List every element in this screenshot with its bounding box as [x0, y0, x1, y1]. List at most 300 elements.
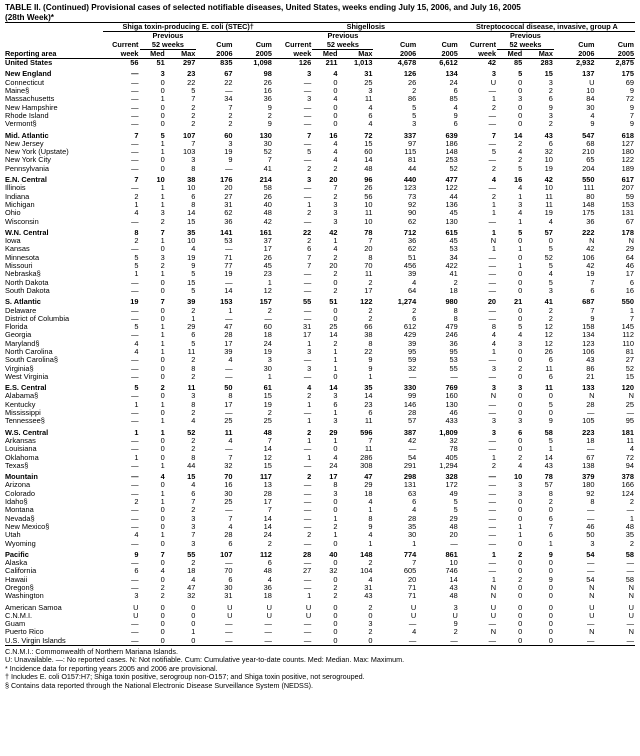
- value-cell: 12: [263, 453, 272, 462]
- value-cell: 7: [160, 227, 165, 237]
- value-cell: 13: [263, 481, 272, 490]
- value-cell: —: [587, 514, 595, 523]
- value-cell: 2: [160, 592, 165, 601]
- reporting-area-cell: Texas§: [5, 461, 29, 470]
- previous-label: Previous: [510, 31, 541, 41]
- value-cell: 479: [445, 323, 458, 332]
- value-cell: 81: [407, 156, 417, 165]
- value-cell: 145: [621, 323, 634, 332]
- value-cell: 8: [368, 514, 373, 523]
- value-cell: 26: [263, 192, 272, 201]
- table-row: [5, 348, 635, 356]
- value-cell: 4: [368, 575, 373, 584]
- value-cell: 9: [548, 417, 553, 426]
- value-cell: 24: [329, 461, 338, 470]
- value-cell: N: [628, 628, 634, 637]
- value-cell: 42: [544, 175, 553, 185]
- value-cell: 53: [224, 237, 233, 246]
- value-cell: 2: [333, 522, 338, 531]
- value-cell: 0: [160, 356, 165, 365]
- value-cell: 50: [586, 531, 595, 540]
- value-cell: 178: [621, 227, 634, 237]
- value-cell: 5: [548, 245, 553, 254]
- value-cell: 72: [625, 95, 634, 104]
- value-cell: 2: [518, 453, 523, 462]
- value-cell: 15: [364, 139, 373, 148]
- value-cell: 110: [622, 339, 634, 348]
- value-cell: 7: [134, 175, 139, 185]
- value-cell: —: [303, 356, 312, 365]
- value-cell: 94: [625, 461, 634, 470]
- value-cell: —: [303, 409, 312, 418]
- value-cell: 47: [224, 323, 233, 332]
- value-cell: 422: [445, 262, 458, 271]
- value-cell: 56: [130, 58, 139, 68]
- value-cell: 2: [518, 575, 523, 584]
- table-row: [5, 409, 635, 417]
- value-cell: 32: [187, 592, 196, 601]
- value-cell: 37: [263, 237, 272, 246]
- value-cell: 3: [307, 347, 312, 356]
- value-cell: 2: [491, 461, 497, 470]
- value-cell: 547: [582, 130, 595, 140]
- value-cell: 7: [228, 453, 233, 462]
- year-2006-label: 2006: [554, 49, 596, 58]
- value-cell: 3: [267, 356, 272, 365]
- value-cell: —: [131, 559, 139, 568]
- value-cell: 0: [518, 539, 523, 548]
- value-cell: 81: [625, 347, 634, 356]
- value-cell: 0: [518, 592, 523, 601]
- value-cell: 0: [518, 400, 523, 409]
- value-cell: 35: [187, 227, 196, 237]
- value-cell: 4: [590, 111, 595, 120]
- value-cell: 17: [224, 339, 233, 348]
- value-cell: 48: [449, 592, 458, 601]
- table-row: [5, 193, 635, 201]
- value-cell: 1,013: [353, 58, 373, 68]
- value-cell: 769: [445, 383, 458, 393]
- value-cell: 35: [625, 531, 634, 540]
- value-cell: 0: [518, 253, 523, 262]
- value-cell: 1: [160, 347, 165, 356]
- cum-label: Cum: [255, 40, 272, 49]
- header-row-current: [5, 41, 635, 50]
- week-label: week: [103, 49, 139, 58]
- value-cell: 30: [263, 364, 272, 373]
- value-cell: 1: [518, 245, 523, 254]
- value-cell: 4: [412, 628, 417, 637]
- value-cell: 122: [621, 156, 634, 165]
- value-cell: 2: [191, 409, 196, 418]
- cum-label: Cum: [441, 40, 458, 49]
- table-row: [5, 462, 635, 470]
- value-cell: 0: [160, 164, 165, 173]
- value-cell: 0: [160, 539, 165, 548]
- value-cell: —: [131, 184, 139, 193]
- value-cell: 1: [160, 95, 165, 104]
- reporting-area-cell: Iowa: [5, 237, 21, 246]
- value-cell: 122: [360, 297, 373, 307]
- value-cell: 160: [445, 392, 458, 401]
- value-cell: —: [103, 637, 139, 646]
- value-cell: 7: [191, 95, 196, 104]
- value-cell: 7: [267, 436, 272, 445]
- value-cell: 30: [224, 584, 233, 592]
- value-cell: 6: [307, 245, 312, 254]
- value-cell: 48: [263, 209, 272, 218]
- value-cell: 1: [333, 531, 338, 540]
- value-cell: 0: [333, 611, 338, 620]
- value-cell: N: [490, 592, 497, 601]
- value-cell: 8: [191, 164, 196, 173]
- value-cell: 53: [449, 245, 458, 254]
- value-cell: 0: [160, 602, 165, 612]
- value-cell: 17: [625, 270, 634, 279]
- value-cell: 31: [303, 323, 312, 332]
- footnotes: [5, 648, 635, 690]
- value-cell: —: [131, 331, 139, 340]
- value-cell: 58: [625, 575, 634, 584]
- value-cell: 0: [191, 611, 196, 620]
- value-cell: 9: [629, 120, 634, 129]
- value-cell: 4: [333, 139, 338, 148]
- value-cell: 5: [518, 227, 523, 237]
- value-cell: —: [225, 628, 233, 637]
- current-label: Current: [112, 40, 139, 49]
- value-cell: 45: [449, 237, 458, 246]
- value-cell: 0: [548, 602, 553, 612]
- table-row: [5, 218, 635, 226]
- table-row: [5, 226, 635, 237]
- value-cell: 7: [307, 262, 312, 271]
- reporting-area-cell: Pennsylvania: [5, 164, 49, 173]
- value-cell: 46: [625, 262, 634, 271]
- med-label: Med: [312, 49, 338, 58]
- value-cell: 6: [267, 559, 272, 568]
- value-cell: 189: [621, 164, 634, 173]
- value-cell: U: [266, 602, 272, 612]
- value-cell: 387: [403, 427, 417, 437]
- value-cell: 0: [518, 506, 523, 515]
- value-cell: —: [131, 120, 139, 129]
- value-cell: 4: [333, 453, 338, 462]
- value-cell: 11: [364, 445, 373, 454]
- table-row: [5, 548, 635, 559]
- value-cell: —: [225, 409, 233, 418]
- value-cell: N: [589, 628, 595, 637]
- value-cell: 39: [187, 297, 196, 307]
- value-cell: 148: [582, 200, 595, 209]
- value-cell: 58: [625, 549, 634, 559]
- reporting-area-cell: Nevada§: [5, 514, 35, 523]
- value-cell: 1: [307, 339, 312, 348]
- value-cell: 55: [449, 364, 458, 373]
- data-table: [5, 22, 635, 646]
- value-cell: 11: [545, 364, 553, 373]
- value-cell: 4: [134, 339, 139, 348]
- value-cell: 4: [228, 436, 233, 445]
- table-row: [5, 576, 635, 584]
- value-cell: 0: [548, 409, 553, 418]
- value-cell: 1: [491, 453, 497, 462]
- value-cell: —: [131, 78, 139, 87]
- value-cell: 48: [625, 522, 634, 531]
- value-cell: 4: [191, 417, 196, 426]
- group-header-stec: Shiga toxin-producing E. coli (STEC)†: [103, 23, 272, 32]
- table-row: [5, 392, 635, 400]
- table-row: [5, 173, 635, 184]
- value-cell: —: [131, 306, 139, 315]
- value-cell: 4: [228, 522, 233, 531]
- table-body: [5, 59, 635, 646]
- value-cell: —: [225, 559, 233, 568]
- table-row: [5, 454, 635, 462]
- value-cell: 2: [307, 531, 312, 540]
- value-cell: 1: [491, 245, 497, 254]
- value-cell: 0: [160, 409, 165, 418]
- value-cell: U: [589, 78, 595, 87]
- value-cell: 80: [586, 192, 595, 201]
- value-cell: 175: [582, 209, 595, 218]
- value-cell: 20: [407, 575, 417, 584]
- value-cell: 133: [582, 383, 595, 393]
- table-row: [5, 401, 635, 409]
- value-cell: 6,612: [439, 58, 458, 68]
- value-cell: 5: [191, 270, 196, 279]
- value-cell: 2: [548, 498, 553, 507]
- value-cell: 107: [220, 549, 233, 559]
- value-cell: 0: [160, 103, 165, 112]
- value-cell: 5: [491, 148, 497, 157]
- value-cell: 1: [518, 262, 523, 271]
- value-cell: 14: [514, 130, 523, 140]
- value-cell: N: [490, 392, 497, 401]
- value-cell: 5: [453, 506, 458, 515]
- value-cell: 5: [134, 383, 139, 393]
- value-cell: 337: [403, 130, 417, 140]
- value-cell: —: [131, 286, 139, 295]
- value-cell: 7: [333, 184, 338, 193]
- value-cell: 2: [333, 584, 338, 592]
- table-row: [5, 506, 635, 514]
- value-cell: 1: [333, 237, 338, 246]
- value-cell: 186: [445, 139, 458, 148]
- value-cell: 0: [140, 637, 166, 646]
- value-cell: 4: [134, 531, 139, 540]
- value-cell: 2: [491, 103, 497, 112]
- value-cell: 5: [412, 103, 417, 112]
- value-cell: 4: [629, 445, 634, 454]
- value-cell: 90: [407, 209, 417, 218]
- value-cell: 8: [453, 306, 458, 315]
- value-cell: —: [303, 461, 312, 470]
- value-cell: 35: [407, 522, 417, 531]
- reporting-area-cell: Missouri: [5, 262, 33, 271]
- value-cell: 5: [307, 148, 312, 157]
- value-cell: 2: [134, 192, 139, 201]
- value-cell: 687: [582, 297, 595, 307]
- value-cell: 19: [130, 297, 139, 307]
- value-cell: 3: [333, 417, 338, 426]
- value-cell: 36: [263, 584, 272, 592]
- reporting-area-cell: Wyoming: [5, 539, 36, 548]
- value-cell: 28: [407, 409, 417, 418]
- value-cell: 1,098: [253, 58, 272, 68]
- value-cell: —: [488, 481, 497, 490]
- value-cell: 60: [364, 148, 373, 157]
- value-cell: 2: [267, 409, 272, 418]
- value-cell: 20: [364, 245, 373, 254]
- value-cell: 0: [518, 567, 523, 576]
- value-cell: 456: [403, 262, 417, 271]
- value-cell: 14: [187, 209, 196, 218]
- value-cell: 4: [333, 245, 338, 254]
- value-cell: 3: [518, 383, 523, 393]
- value-cell: 0: [333, 445, 338, 454]
- group-header-strep: Streptococcal disease, invasive, group A: [459, 23, 635, 32]
- value-cell: 69: [625, 78, 634, 87]
- value-cell: 0: [339, 637, 374, 646]
- value-cell: 7: [228, 514, 233, 523]
- value-cell: 308: [360, 461, 373, 470]
- value-cell: 39: [407, 339, 417, 348]
- reporting-area-cell: North Carolina: [5, 347, 53, 356]
- value-cell: 8: [491, 323, 497, 332]
- value-cell: —: [488, 522, 497, 531]
- value-cell: 2: [267, 111, 272, 120]
- table-row: [5, 184, 635, 192]
- value-cell: —: [273, 637, 312, 646]
- value-cell: —: [303, 192, 312, 201]
- value-cell: 4: [368, 120, 373, 129]
- value-cell: 0: [333, 103, 338, 112]
- value-cell: 2: [191, 111, 196, 120]
- value-cell: 9: [548, 575, 553, 584]
- value-cell: 22: [364, 347, 373, 356]
- value-cell: 4: [333, 156, 338, 165]
- value-cell: 67: [625, 217, 634, 226]
- reporting-area-cell: Alabama§: [5, 392, 39, 401]
- value-cell: U: [628, 611, 634, 620]
- value-cell: 3: [228, 139, 233, 148]
- value-cell: 0: [160, 156, 165, 165]
- value-cell: 0: [518, 498, 523, 507]
- value-cell: —: [131, 481, 139, 490]
- value-cell: 1,294: [439, 461, 458, 470]
- reporting-area-cell: Maine§: [5, 87, 30, 96]
- value-cell: 8: [228, 392, 233, 401]
- value-cell: 47: [364, 472, 373, 482]
- value-cell: 19: [586, 270, 595, 279]
- value-cell: 157: [259, 297, 272, 307]
- value-cell: 34: [449, 253, 458, 262]
- value-cell: 0: [160, 87, 165, 96]
- value-cell: 28: [224, 331, 233, 340]
- value-cell: —: [587, 409, 595, 418]
- reporting-area-cell: Ohio: [5, 209, 21, 218]
- value-cell: 12: [544, 339, 553, 348]
- value-cell: 0: [333, 372, 338, 381]
- value-cell: 3: [160, 253, 165, 262]
- value-cell: 4: [191, 575, 196, 584]
- table-row: [5, 592, 635, 600]
- table-subtitle: (28th Week)*: [5, 12, 54, 22]
- value-cell: 214: [259, 175, 272, 185]
- value-cell: 615: [445, 227, 458, 237]
- value-cell: 2: [134, 498, 139, 507]
- value-cell: 0: [160, 575, 165, 584]
- value-cell: 3: [160, 209, 165, 218]
- value-cell: —: [131, 156, 139, 165]
- value-cell: 1: [134, 200, 139, 209]
- value-cell: 51: [329, 297, 338, 307]
- value-cell: —: [488, 489, 497, 498]
- value-cell: 54: [407, 453, 417, 462]
- value-cell: 4: [267, 575, 272, 584]
- value-cell: —: [303, 270, 312, 279]
- value-cell: 9: [134, 549, 139, 559]
- value-cell: 0: [160, 481, 165, 490]
- table-row: [5, 279, 635, 287]
- value-cell: 28: [586, 400, 595, 409]
- value-cell: —: [131, 472, 139, 482]
- value-cell: 2: [228, 120, 233, 129]
- value-cell: 16: [329, 130, 338, 140]
- value-cell: —: [131, 461, 139, 470]
- value-cell: 7: [491, 130, 497, 140]
- value-cell: U: [589, 602, 595, 612]
- value-cell: —: [488, 472, 497, 482]
- value-cell: U: [628, 602, 634, 612]
- value-cell: 38: [187, 175, 196, 185]
- value-cell: 3: [307, 69, 312, 79]
- value-cell: 6: [191, 331, 196, 340]
- value-cell: 48: [263, 567, 272, 576]
- value-cell: 3: [518, 417, 523, 426]
- value-cell: 104: [360, 567, 373, 576]
- reporting-area-cell: New England: [5, 69, 52, 79]
- value-cell: 17: [303, 331, 312, 340]
- value-cell: 153: [621, 200, 634, 209]
- value-cell: 1: [518, 522, 523, 531]
- value-cell: 4: [548, 270, 553, 279]
- value-cell: 9: [267, 103, 272, 112]
- value-cell: —: [131, 522, 139, 531]
- value-cell: 1: [160, 400, 165, 409]
- value-cell: 1,274: [397, 297, 417, 307]
- value-cell: 11: [545, 200, 553, 209]
- value-cell: 1: [333, 409, 338, 418]
- value-cell: 2: [191, 506, 196, 515]
- value-cell: 1: [333, 356, 338, 365]
- value-cell: 55: [187, 549, 196, 559]
- value-cell: 0: [333, 506, 338, 515]
- value-cell: 112: [622, 331, 634, 340]
- value-cell: 8: [191, 200, 196, 209]
- table-row: [5, 637, 635, 646]
- value-cell: 30: [224, 489, 233, 498]
- year-2005-label: 2005: [417, 49, 459, 58]
- value-cell: 3: [191, 539, 196, 548]
- value-cell: 86: [586, 364, 595, 373]
- table-row: [5, 201, 635, 209]
- value-cell: 3: [191, 514, 196, 523]
- value-cell: —: [488, 436, 497, 445]
- value-cell: 23: [364, 400, 373, 409]
- value-cell: 1: [491, 209, 497, 218]
- value-cell: 45: [263, 262, 272, 271]
